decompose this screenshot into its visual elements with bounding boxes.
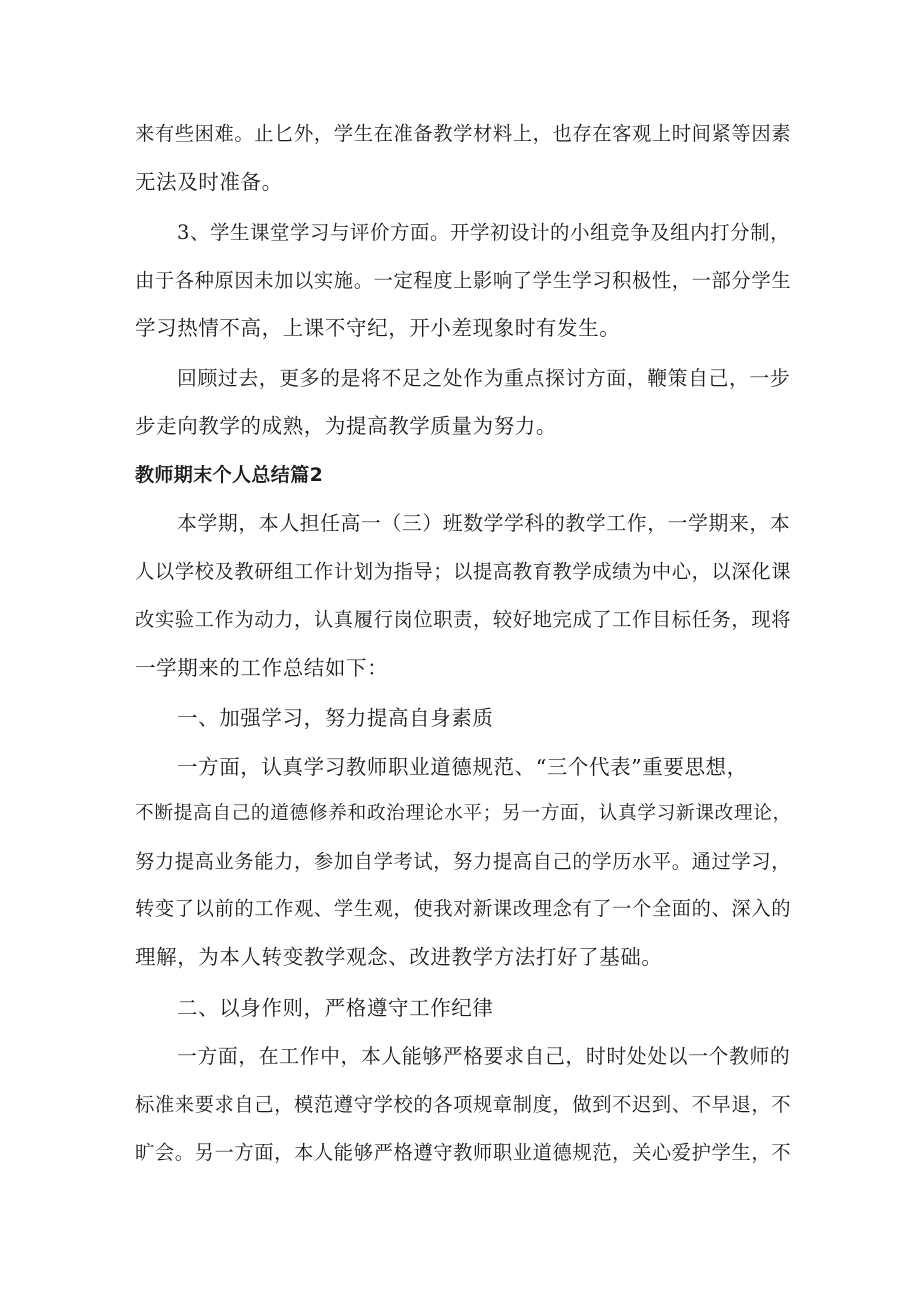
- text-line: 3、学生课堂学习与评价方面。开学初设计的小组竞争及组内打分制，: [177, 221, 791, 244]
- text-line: 回顾过去，更多的是将不足之处作为重点探讨方面，鞭策自己，一步: [177, 367, 791, 390]
- text-line: 转变了以前的工作观、学生观，使我对新课改理念有了一个全面的、深入的: [135, 897, 792, 920]
- text-line: 由于各种原因未加以实施。一定程度上影响了学生学习积极性，一部分学生: [135, 269, 792, 292]
- text-line: 本学期，本人担任高一（三）班数学学科的教学工作，一学期来，本: [177, 512, 791, 535]
- text-line: 一方面，认真学习教师职业道德规范、“三个代表”重要思想，: [177, 755, 748, 779]
- text-line: 理解，为本人转变教学观念、改进教学方法打好了基础。: [135, 945, 663, 969]
- section-heading: 教师期末个人总结篇2: [135, 464, 324, 486]
- text-line: 一方面，在工作中，本人能够严格要求自己，时时处处以一个教师的: [177, 1045, 791, 1068]
- subheading-line: 一、加强学习，努力提高自身素质: [177, 706, 494, 730]
- text-line: 旷会。另一方面，本人能够严格遵守教师职业道德规范，关心爱护学生，不: [135, 1141, 792, 1164]
- text-line: 改实验工作为动力，认真履行岗位职责，较好地完成了工作目标任务，现将: [135, 608, 792, 631]
- text-line: 学习热情不高，上课不守纪，开小差现象时有发生。: [135, 316, 621, 340]
- text-line: 无法及时准备。: [135, 170, 283, 194]
- text-line: 人以学校及教研组工作计划为指导；以提高教育教学成绩为中心，以深化课: [135, 560, 792, 583]
- text-line: 不断提高自己的道德修养和政治理论水平；另一方面，认真学习新课改理论，: [135, 803, 792, 824]
- subheading-line: 二、以身作则，严格遵守工作纪律: [177, 996, 494, 1020]
- text-line: 努力提高业务能力，参加自学考试，努力提高自己的学历水平。通过学习，: [135, 850, 792, 873]
- text-line: 一学期来的工作总结如下：: [135, 656, 389, 680]
- text-line: 步走向教学的成熟，为提高教学质量为努力。: [135, 414, 557, 438]
- text-line: 标准来要求自己，模范遵守学校的各项规章制度，做到不迟到、不早退，不: [135, 1093, 792, 1116]
- text-line: 来有些困难。止匕外，学生在准备教学材料上，也存在客观上时间紧等因素: [135, 122, 792, 145]
